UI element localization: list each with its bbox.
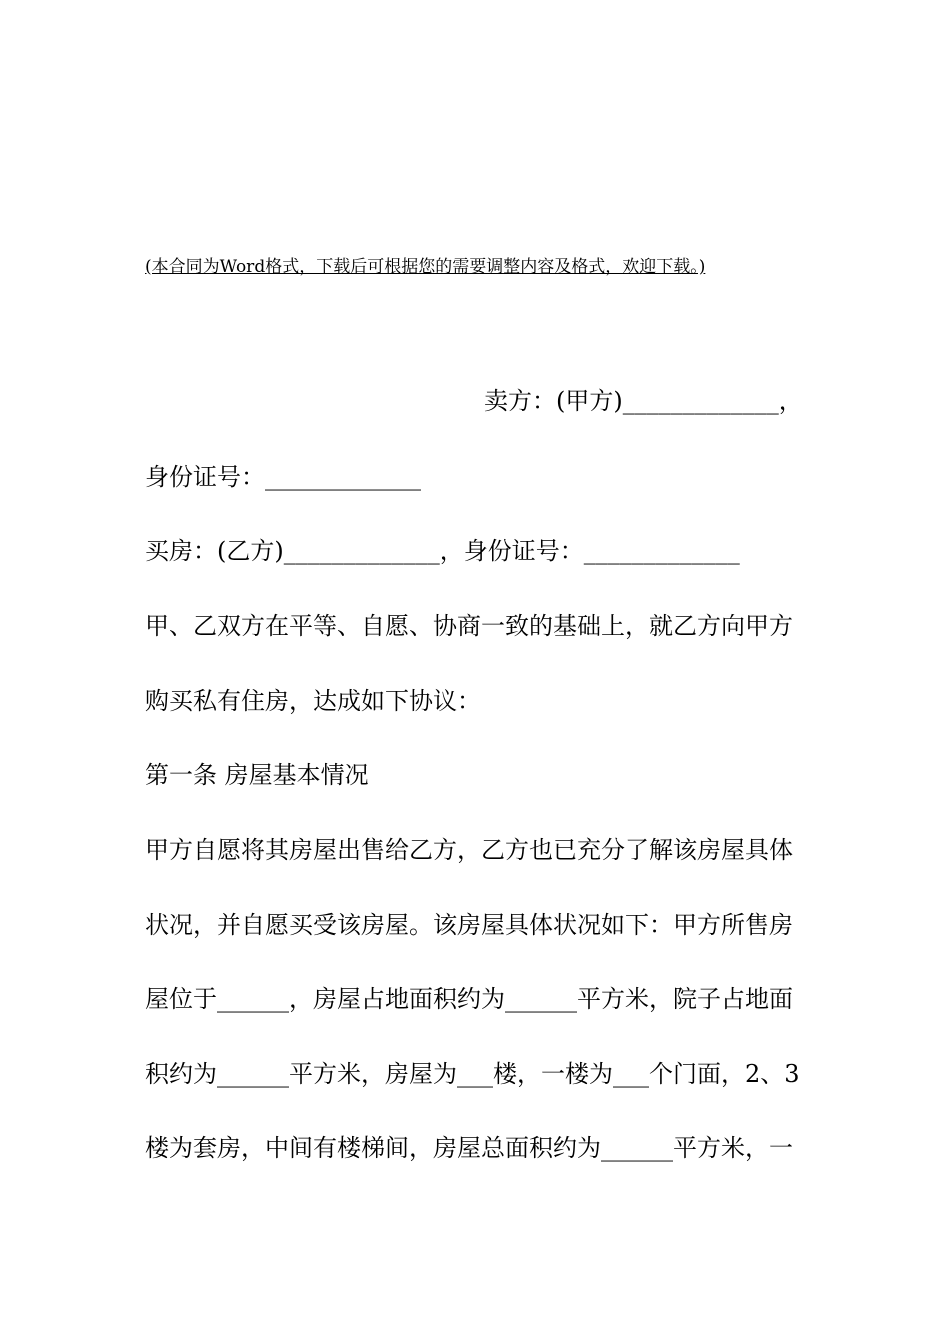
seller-id-line: 身份证号：_____________ — [145, 463, 421, 491]
paragraph-line: 甲、乙双方在平等、自愿、协商一致的基础上，就乙方向甲方 — [145, 612, 793, 640]
paragraph-line: 购买私有住房，达成如下协议： — [145, 687, 481, 715]
article-heading: 第一条 房屋基本情况 — [145, 761, 369, 789]
paragraph-line: 楼为套房，中间有楼梯间，房屋总面积约为______平方米，一 — [145, 1134, 793, 1162]
buyer-line: 买房：(乙方)_____________，身份证号：_____________ — [145, 537, 740, 565]
paragraph-line: 屋位于______，房屋占地面积约为______平方米，院子占地面 — [145, 985, 793, 1013]
paragraph-line: 甲方自愿将其房屋出售给乙方，乙方也已充分了解该房屋具体 — [145, 836, 793, 864]
format-note: (本合同为Word格式，下载后可根据您的需要调整内容及格式，欢迎下载。) — [145, 257, 706, 277]
paragraph-line: 积约为______平方米，房屋为___楼，一楼为___个门面，2、3 — [145, 1060, 800, 1088]
seller-line: 卖方：(甲方)_____________， — [484, 387, 803, 415]
paragraph-line: 状况，并自愿买受该房屋。该房屋具体状况如下：甲方所售房 — [145, 911, 793, 939]
